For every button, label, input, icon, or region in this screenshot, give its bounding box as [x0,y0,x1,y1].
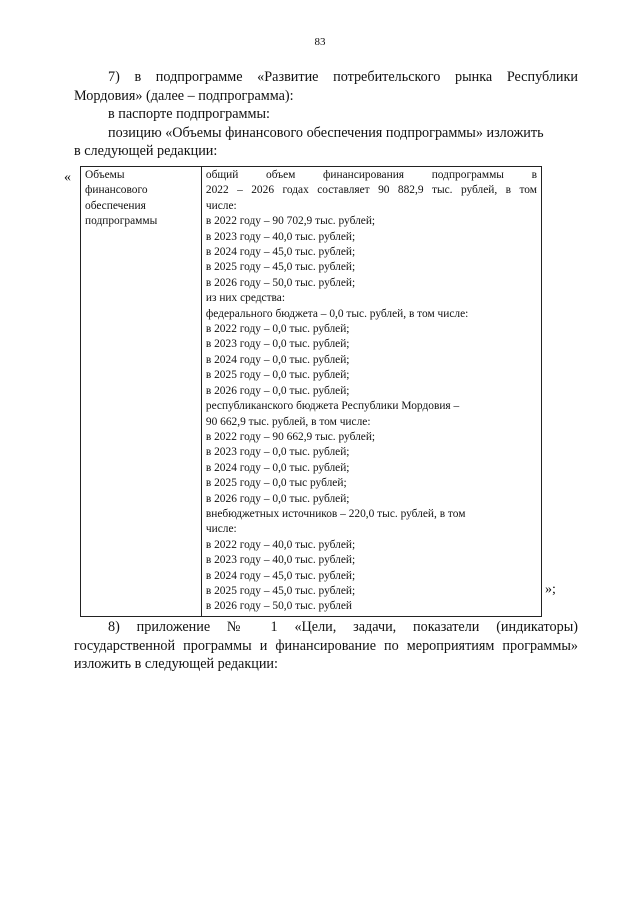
content-line: 90 662,9 тыс. рублей, в том числе: [205,415,371,428]
page-number: 83 [314,36,326,48]
content-line: в 2024 году – 45,0 тыс. рублей; [205,246,356,259]
content-line: республиканского бюджета Республики Мордовия – [205,400,460,413]
content-line: в 2022 году – 40,0 тыс. рублей; [205,538,356,551]
section-8-paragraph [74,618,578,674]
content-line: в 2025 году – 45,0 тыс. рублей; [205,261,356,274]
content-line: в 2023 году – 40,0 тыс. рублей; [205,554,356,567]
section-7-line-4: позицию «Объемы финансового обеспечения подпрограммы» изложить [108,124,544,141]
content-line: в 2026 году – 0,0 тыс. рублей; [205,492,350,505]
content-line: в 2024 году – 0,0 тыс. рублей; [205,461,350,474]
content-line: внебюджетных источников – 220,0 тыс. рублей, в том [205,507,466,520]
section-7-line-5: в следующей редакции: [74,143,218,159]
section-7-paragraph [74,68,578,161]
label-line: финансового [85,184,148,197]
content-line: в 2022 году – 0,0 тыс. рублей; [205,323,350,336]
section-7-line-1: 7) в подпрограмме «Развитие потребительского рынка Республики [108,69,578,85]
label-line: обеспечения [85,199,146,212]
content-line: из них средства: [205,292,286,305]
content-line: в 2022 году – 90 702,9 тыс. рублей; [205,215,376,228]
content-line: 2022 – 2026 годах составляет 90 882,9 тыс. рублей, в том [205,184,537,197]
content-line: в 2024 году – 0,0 тыс. рублей; [205,353,350,366]
content-line: в 2026 году – 0,0 тыс. рублей; [205,384,350,397]
content-line: в 2026 году – 50,0 тыс. рублей; [205,276,356,289]
content-line: в 2025 году – 0,0 тыс. рублей; [205,369,350,382]
content-line: в 2024 году – 45,0 тыс. рублей; [205,569,356,582]
table-label-cell [81,167,202,617]
content-line: общий объем финансирования подпрограммы в [205,169,537,181]
table-row [81,167,542,617]
content-line: в 2026 году – 50,0 тыс. рублей [205,600,352,613]
content-line: в 2022 году – 90 662,9 тыс. рублей; [205,430,376,443]
content-line: числе: [205,199,237,212]
label-line: подпрограммы [85,215,158,228]
content-line: в 2025 году – 45,0 тыс. рублей; [205,584,356,597]
section-7-line-3: в паспорте подпрограммы: [108,106,270,122]
content-line: в 2023 году – 0,0 тыс. рублей; [205,446,350,459]
content-line: в 2023 году – 0,0 тыс. рублей; [205,338,350,351]
closing-quote: »; [545,582,556,597]
financing-table [80,166,542,617]
section-8-line-1: 8) приложение № 1 «Цели, задачи, показатели (индикаторы) [108,619,578,635]
section-8-line-3: изложить в следующей редакции: [74,656,278,672]
section-7-line-2: Мордовия» (далее – подпрограмма): [74,87,294,104]
content-line: федерального бюджета – 0,0 тыс. рублей, в том числе: [205,307,469,320]
section-8-line-2: государственной программы и финансирование по мероприятиям программы» [74,637,578,654]
label-line: Объемы [85,169,125,181]
content-line: в 2025 году – 0,0 тыс рублей; [205,477,347,490]
content-line: числе: [205,523,237,536]
content-line: в 2023 году – 40,0 тыс. рублей; [205,230,356,243]
opening-quote: « [64,170,71,185]
table-content-cell [201,167,541,617]
